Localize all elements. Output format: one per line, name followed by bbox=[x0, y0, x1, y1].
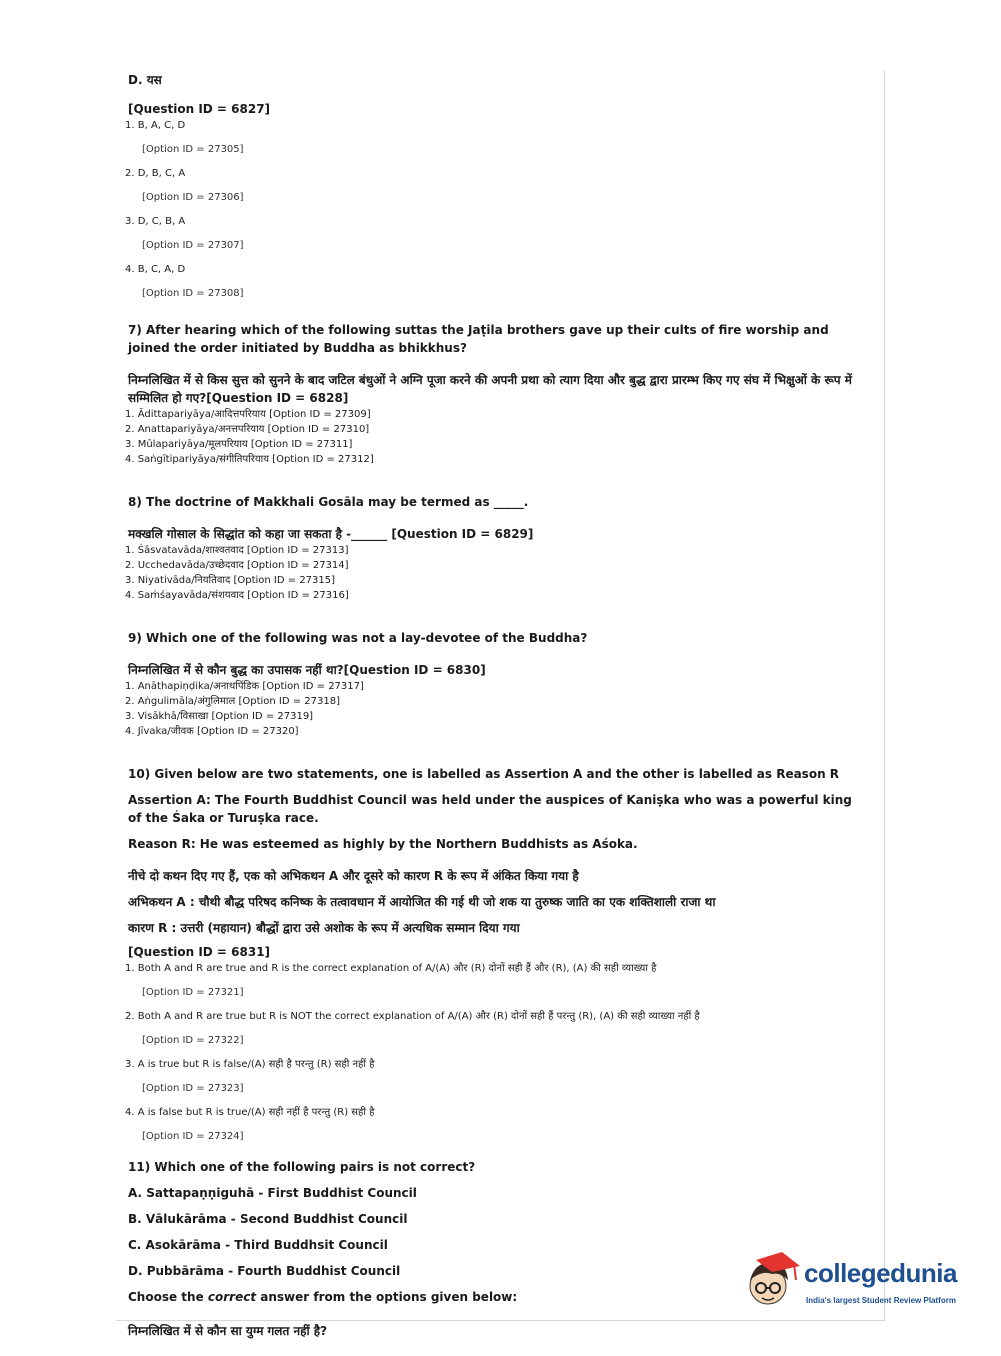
option-item: 1. B, A, C, D bbox=[125, 120, 186, 131]
question-11-hindi: निम्नलिखित में से कौन सा युग्म गलत नहीं है? bbox=[128, 1324, 328, 1338]
question-7-options bbox=[125, 407, 863, 467]
option-id: [Option ID = 27308] bbox=[142, 288, 244, 299]
option-item: 4. A is false but R is true/(A) सही नहीं है परन्तु (R) सही है bbox=[125, 1107, 375, 1118]
option-item: 3. A is true but R is false/(A) सही है परन्तु (R) सही नहीं है bbox=[125, 1059, 375, 1070]
question-id: [Question ID = 6831] bbox=[128, 945, 271, 959]
pair-c: C. Asokārāma - Third Buddhsit Council bbox=[128, 1238, 388, 1252]
option-item: 2. Both A and R are true but R is NOT the correct explanation of A/(A) और (R) दोनों सही हैं परन्तु (R), (A) की सही व्याख्या नहीं है bbox=[125, 1011, 700, 1022]
option-item: 1. Both A and R are true and R is the correct explanation of A/(A) और (R) दोनों सही हैं और (R), (A) की सही व्याख्या है bbox=[125, 963, 657, 974]
question-9-options bbox=[125, 679, 863, 739]
collegedunia-logo bbox=[742, 1250, 972, 1312]
option-item: 2. Anattapariyāya/अनत्तपरियाय [Option ID = 27310] bbox=[125, 424, 370, 435]
question-id: [Question ID = 6827] bbox=[128, 102, 271, 116]
question-8-hindi: मक्खलि गोसाल के सिद्धांत को कहा जा सकता है -______ [Question ID = 6829] bbox=[128, 527, 534, 541]
option-item: 4. Jīvaka/जीवक [Option ID = 27320] bbox=[125, 726, 299, 737]
option-item: 1. Ādittapariyāya/आदित्तपरियाय [Option ID = 27309] bbox=[125, 409, 371, 420]
option-id: [Option ID = 27323] bbox=[142, 1083, 244, 1094]
pair-a: A. Sattapaṇṇiguhā - First Buddhist Council bbox=[128, 1186, 417, 1200]
mascot-icon bbox=[742, 1250, 806, 1312]
logo-name: collegedunia bbox=[804, 1258, 957, 1288]
question-10-hindi-3: कारण R : उत्तरी (महायान) बौद्धों द्वारा उसे अशोक के रूप में अत्यधिक सम्मान दिया गया bbox=[128, 921, 520, 935]
question-11-english: 11) Which one of the following pairs is not correct? bbox=[128, 1160, 476, 1174]
question-8-english: 8) The doctrine of Makkhali Gosāla may be termed as _____. bbox=[128, 495, 529, 509]
pair-b: B. Vālukārāma - Second Buddhist Council bbox=[128, 1212, 408, 1226]
option-item: 2. Ucchedavāda/उच्छेदवाद [Option ID = 27314] bbox=[125, 560, 349, 571]
choose-pre: Choose the bbox=[128, 1290, 208, 1304]
option-id: [Option ID = 27321] bbox=[142, 987, 244, 998]
question-9-english: 9) Which one of the following was not a lay-devotee of the Buddha? bbox=[128, 631, 588, 645]
question-10-options bbox=[125, 962, 863, 1144]
option-item: 4. B, C, A, D bbox=[125, 264, 186, 275]
option-item: 3. Mūlapariyāya/मूलपरियाय [Option ID = 27311] bbox=[125, 439, 353, 450]
top-options bbox=[125, 119, 863, 301]
choose-emphasis: correct bbox=[207, 1290, 257, 1304]
document-page bbox=[125, 73, 863, 1340]
option-id: [Option ID = 27322] bbox=[142, 1035, 244, 1046]
option-item: 4. Saṅgītipariyāya/संगीतिपरियाय [Option ID = 27312] bbox=[125, 454, 374, 465]
question-9-hindi: निम्नलिखित में से कौन बुद्ध का उपासक नहीं था?[Question ID = 6830] bbox=[128, 663, 486, 677]
option-d-text: D. यस bbox=[128, 73, 162, 87]
question-10-hindi-2: अभिकथन A : चौथी बौद्ध परिषद कनिष्क के तत्वावधान में आयोजित की गई थी जो शक या तुरुष्क जाति का एक शक्तिशाली राजा था bbox=[128, 895, 716, 909]
option-id: [Option ID = 27324] bbox=[142, 1131, 244, 1142]
option-item: 3. D, C, B, A bbox=[125, 216, 186, 227]
option-item: 1. Śāsvatavāda/शाश्वतवाद [Option ID = 27313] bbox=[125, 545, 349, 556]
question-10-hindi-1: नीचे दो कथन दिए गए हैं, एक को अभिकथन A और दूसरे को कारण R के रूप में अंकित किया गया है bbox=[128, 869, 579, 883]
option-item: 2. Aṅgulimāla/अंगुलिमाल [Option ID = 27318] bbox=[125, 696, 341, 707]
option-id: [Option ID = 27305] bbox=[142, 144, 244, 155]
pair-d: D. Pubbārāma - Fourth Buddhist Council bbox=[128, 1264, 401, 1278]
logo-tagline: India's largest Student Review Platform bbox=[806, 1296, 956, 1305]
option-id: [Option ID = 27307] bbox=[142, 240, 244, 251]
assertion-text: Assertion A: The Fourth Buddhist Council was held under the auspices of Kaniṣka who was a powerful king of the Śaka or Turuṣka race. bbox=[128, 793, 852, 825]
question-7-hindi: निम्नलिखित में से किस सुत्त को सुनने के बाद जटिल बंधुओं ने अग्नि पूजा करने की अपनी प्रथा को त्याग दिया और बुद्ध द्वारा प्रारम्भ किए गए संघ में भिक्षुओं के रूप में सम्मिलित हो गए?[Question ID = 6828] bbox=[128, 373, 852, 405]
option-item: 1. Anāthapiṇḍika/अनाथपिंडिक [Option ID = 27317] bbox=[125, 681, 364, 692]
question-7-english: 7) After hearing which of the following suttas the Jaṭila brothers gave up their cults of fire worship and joined the order initiated by Buddha as bhikkhus? bbox=[128, 323, 829, 355]
choose-post: answer from the options given below: bbox=[256, 1290, 518, 1304]
question-8-options bbox=[125, 543, 863, 603]
option-id: [Option ID = 27306] bbox=[142, 192, 244, 203]
question-10-english: 10) Given below are two statements, one is labelled as Assertion A and the other is labelled as Reason R bbox=[128, 767, 840, 781]
reason-text: Reason R: He was esteemed as highly by the Northern Buddhists as Aśoka. bbox=[128, 837, 638, 851]
option-item: 4. Saṁśayavāda/संशयवाद [Option ID = 27316] bbox=[125, 590, 349, 601]
option-item: 3. Niyativāda/नियतिवाद [Option ID = 27315] bbox=[125, 575, 336, 586]
option-item: 3. Visākhā/विसाखा [Option ID = 27319] bbox=[125, 711, 314, 722]
option-item: 2. D, B, C, A bbox=[125, 168, 186, 179]
